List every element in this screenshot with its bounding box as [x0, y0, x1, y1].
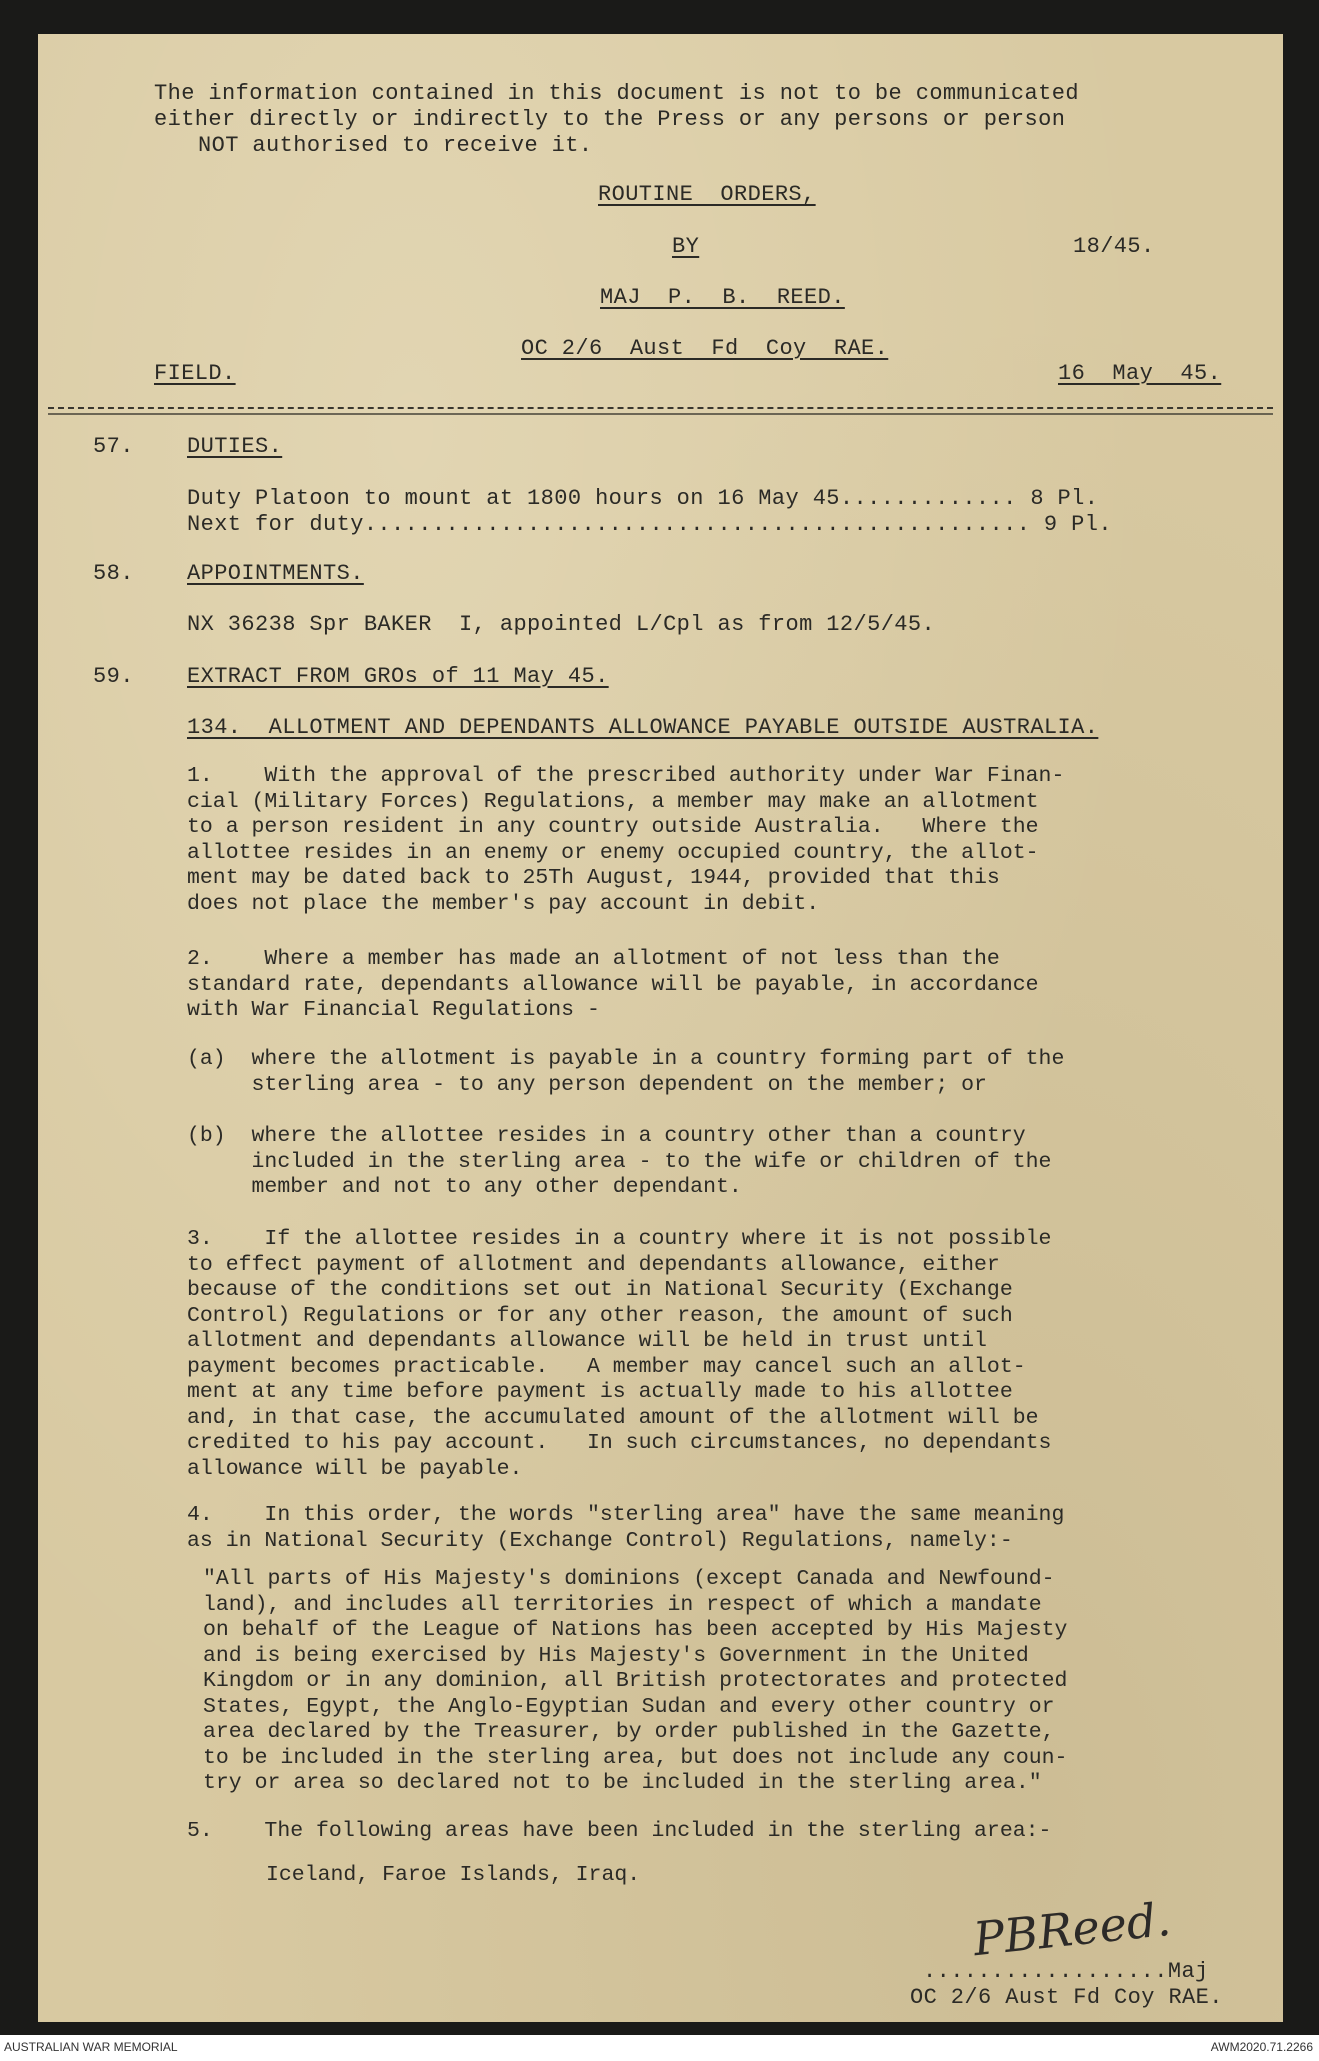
paragraph-5-list: Iceland, Faroe Islands, Iraq. [266, 1863, 641, 1887]
officer-name: MAJ P. B. REED. [600, 285, 845, 310]
item-59-number: 59. [93, 664, 134, 689]
gro-134-heading: 134. ALLOTMENT AND DEPENDANTS ALLOWANCE PAYABLE OUTSIDE AUSTRALIA. [187, 715, 1099, 740]
paragraph-2: 2. Where a member has made an allotment of not less than the standard rate, dependants allowance will be payable, in accordance with War Financial Regulations - [187, 947, 1039, 1022]
duty-line-1: Duty Platoon to mount at 1800 hours on 16 May 45............. 8 Pl. [187, 486, 1099, 511]
archive-footer [0, 2035, 1319, 2061]
paragraph-3: 3. If the allottee resides in a country where it is not possible to effect payment of allotment and dependants allowance, either because of the conditions set out in National Security (Exchange Control) Regulations or for any other reason, the amount of such allotment and dependants allowance will be held in trust until payment becomes practicable. A member may cancel such an allot- ment at any time before payment is actually made to his allottee and, in that case, the accumulated amount of the allotment will be credited to his pay account. In such circumstances, no dependants allowance will be payable. [187, 1227, 1052, 1481]
signature-line: ..................Maj [923, 1959, 1209, 1984]
paragraph-4: 4. In this order, the words "sterling area" have the same meaning as in National Security (Exchange Control) Regulations, namely:- [187, 1503, 1065, 1553]
paragraph-5: 5. The following areas have been included in the sterling area:- [187, 1819, 1052, 1843]
item-57-number: 57. [93, 434, 134, 459]
paragraph-4-quote: "All parts of His Majesty's dominions (except Canada and Newfound- land), and includes all territories in respect of which a mandate on behalf of the League of Nations has been accepted by His Majesty and is being exercised by His Majesty's Government in the United Kingdom or in any dominion, all British protectorates and protected States, Egypt, the Anglo-Egyptian Sudan and every other country or area declared by the Treasurer, by order published in the Gazette, to be included in the sterling area, but does not include any coun- try or area so declared not to be included in the sterling area." [203, 1567, 1068, 1795]
duty-line-2: Next for duty................................................. 9 Pl. [187, 512, 1112, 537]
paragraph-1: 1. With the approval of the prescribed authority under War Finan- cial (Military Forces) Regulations, a member may make an allotment to a person resident in any country outside Australia. Where the allottee resides in an enemy or enemy occupied country, the allot- ment may be dated back to 25Th August, 1944, provided that this does not place the member's pay account in debit. [187, 764, 1065, 916]
signature-unit: OC 2/6 Aust Fd Coy RAE. [910, 1985, 1223, 2010]
notice-line-2: either directly or indirectly to the Press or any persons or person [154, 107, 1066, 132]
unit-name: OC 2/6 Aust Fd Coy RAE. [521, 336, 889, 361]
notice-line-1: The information contained in this document is not to be communicated [154, 81, 1079, 106]
place-label: FIELD. [154, 361, 236, 386]
paragraph-2b: (b) where the allottee resides in a country other than a country included in the sterling area - to the wife or children of the member and not to any other dependant. [187, 1124, 1052, 1199]
signature: PBReed. [970, 1891, 1174, 1967]
item-58-number: 58. [93, 561, 134, 586]
item-59-heading: EXTRACT FROM GROs of 11 May 45. [187, 664, 609, 689]
notice-line-3: NOT authorised to receive it. [198, 133, 593, 158]
appointment-line: NX 36238 Spr BAKER I, appointed L/Cpl as from 12/5/45. [187, 612, 936, 637]
by-label: BY [672, 234, 700, 259]
footer-right: AWM2020.71.2266 [1210, 2040, 1313, 2054]
header-divider [48, 407, 1273, 409]
order-number: 18/45. [1073, 234, 1155, 259]
footer-left: AUSTRALIAN WAR MEMORIAL [4, 2040, 178, 2054]
order-date: 16 May 45. [1058, 361, 1222, 386]
paragraph-2a: (a) where the allotment is payable in a country forming part of the sterling area - to any person dependent on the member; or [187, 1047, 1065, 1097]
document-title: ROUTINE ORDERS, [598, 182, 816, 207]
header-divider-lower [48, 413, 1273, 415]
document-page [38, 34, 1283, 2022]
item-57-heading: DUTIES. [187, 434, 283, 459]
item-58-heading: APPOINTMENTS. [187, 561, 364, 586]
